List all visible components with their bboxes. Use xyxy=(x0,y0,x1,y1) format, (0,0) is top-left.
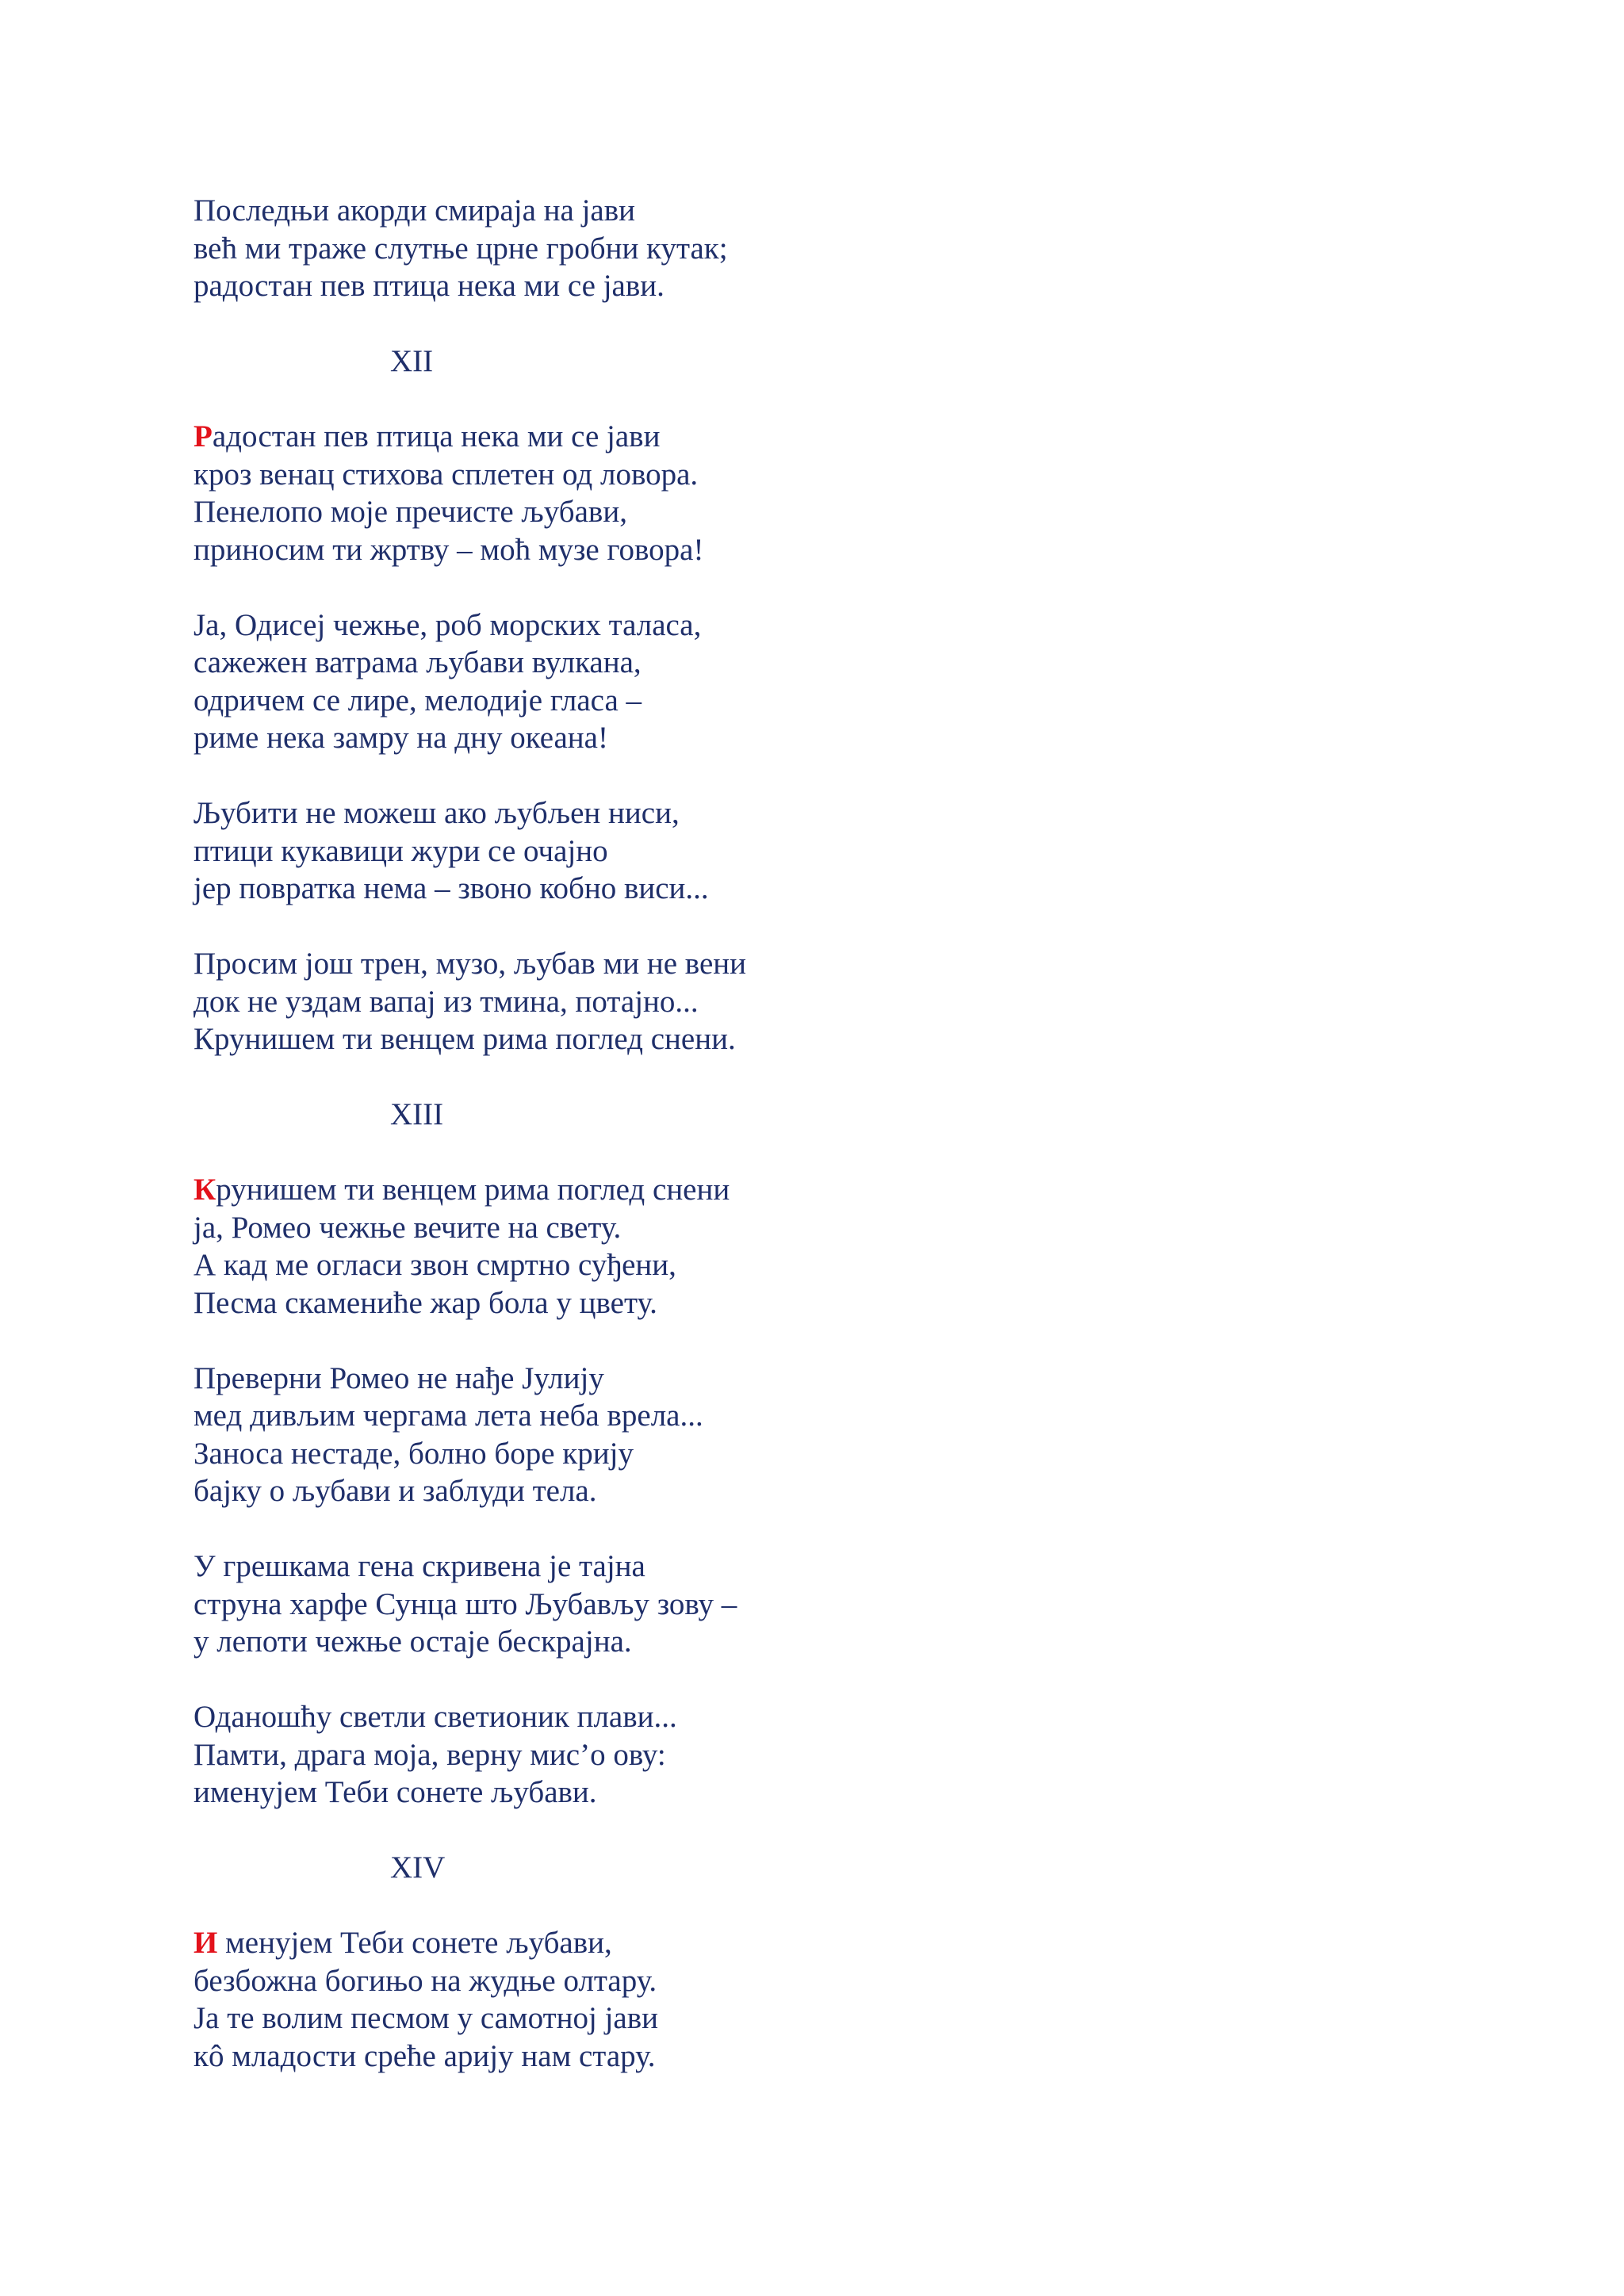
verse-line xyxy=(193,1924,1462,1962)
stanza xyxy=(193,794,1462,908)
verse-line: Памти, драга моја, верну мис’о ову: xyxy=(193,1737,666,1772)
verse-line: радостан пев птица нека ми се јави. xyxy=(193,269,665,303)
verse-line: бајку о љубави и заблуди тела. xyxy=(193,1474,597,1508)
verse-line: У грешкама гена скривена је тајна xyxy=(193,1549,645,1583)
sonnet-numeral: XII xyxy=(390,344,434,378)
verse-line: ја, Ромео чежње вечите на свету. xyxy=(193,1210,622,1245)
verse-line: мед дивљим чергама лета неба врела... xyxy=(193,1399,703,1433)
drop-initial: К xyxy=(193,1173,216,1207)
drop-initial: И xyxy=(193,1926,218,1960)
verse-line: док не уздам вапај из тмина, потајно... xyxy=(193,984,699,1019)
verse-line: већ ми траже слутње црне гробни кутак; xyxy=(193,231,728,266)
sonnet-numeral: XIV xyxy=(390,1850,446,1885)
intro-stanza xyxy=(193,192,1462,305)
verse-line: Ја те волим песмом у самотној јави xyxy=(193,2001,659,2035)
sonnet-numeral: XIII xyxy=(390,1097,444,1131)
verse-line: струна харфе Сунца што Љубављу зову – xyxy=(193,1586,737,1621)
stanza xyxy=(193,1924,1462,2075)
first-line-rest: рунишем ти венцем рима поглед снени xyxy=(216,1173,730,1207)
verse-line: Ја, Одисеј чежње, роб морских таласа, xyxy=(193,607,702,642)
verse-line: Песма скамениће жар бола у цвету. xyxy=(193,1285,657,1320)
verse-line: Преверни Ромео не нађе Јулију xyxy=(193,1360,604,1395)
verse-line: А кад ме огласи звон смртно суђени, xyxy=(193,1248,676,1282)
verse-line xyxy=(193,418,1462,456)
stanza xyxy=(193,1698,1462,1812)
stanza xyxy=(193,945,1462,1058)
verse-line: кô младости среће арију нам стару. xyxy=(193,2038,656,2073)
verse-line: безбожна богињо на жудње олтару. xyxy=(193,1963,657,1998)
verse-line: Пенелопо моје пречисте љубави, xyxy=(193,495,627,529)
poem-text xyxy=(193,192,1462,2113)
verse-line: у лепоти чежње остаје бескрајна. xyxy=(193,1624,632,1659)
verse-line: птици кукавици жури се очајно xyxy=(193,833,608,868)
stanza xyxy=(193,418,1462,568)
verse-line: Љубити не можеш ако љубљен ниси, xyxy=(193,796,680,830)
verse-line: приносим ти жртву – моћ музе говора! xyxy=(193,532,704,567)
verse-line: Крунишем ти венцем рима поглед снени. xyxy=(193,1022,736,1056)
stanza xyxy=(193,1360,1462,1510)
verse-line: јер повратка нема – звоно кобно виси... xyxy=(193,871,709,905)
first-line-rest: менујем Теби сонете љубави, xyxy=(217,1926,612,1960)
verse-line: сажежен ватрама љубави вулкана, xyxy=(193,645,642,679)
verse-line: Последњи акорди смираја на јави xyxy=(193,193,636,228)
stanza xyxy=(193,1171,1462,1322)
verse-line: риме нека замру на дну океана! xyxy=(193,721,608,755)
verse-line: Заноса нестаде, болно боре крију xyxy=(193,1436,634,1471)
first-line-rest: адостан пев птица нека ми се јави xyxy=(212,419,661,453)
verse-line: Просим још трен, музо, љубав ми не вени xyxy=(193,947,747,981)
verse-line xyxy=(193,1171,1462,1209)
drop-initial: Р xyxy=(193,419,213,453)
stanza xyxy=(193,1548,1462,1661)
verse-line: именујем Теби сонете љубави. xyxy=(193,1775,597,1809)
verse-line: кроз венац стихова сплетен од ловора. xyxy=(193,457,699,492)
verse-line: одричем се лире, мелодије гласа – xyxy=(193,683,642,718)
stanza xyxy=(193,607,1462,757)
verse-line: Оданошћу светли светионик плави... xyxy=(193,1700,677,1734)
